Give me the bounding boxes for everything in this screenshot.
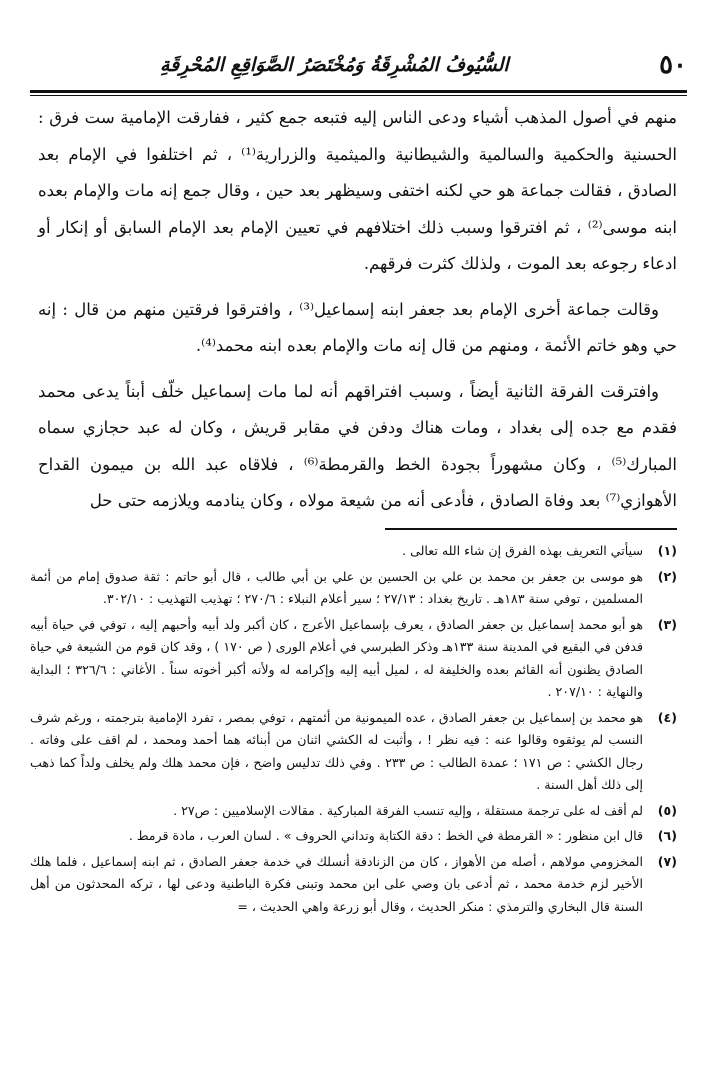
page-header	[30, 40, 687, 90]
paragraph: وقالت جماعة أخرى الإمام بعد جعفر ابنه إسماعيل⁽³⁾ ، وافترقوا فرقتين منهم من قال : إنه حي وهو خاتم الأئمة ، ومنهم من قال إنه مات والإمام بعده ابنه محمد⁽⁴⁾.	[38, 299, 677, 355]
footnote-mark: (١)	[657, 543, 677, 558]
footnote-text: هو أبو محمد إسماعيل بن جعفر الصادق ، يعرف بإسماعيل الأعرج ، كان أكبر ولد أبيه وأحبهم إليه ، توفي في حياة أبيه فدفن في البقيع في المدينة سنة ١٣٣هـ وذكر الطبرسي في أعلام الورى ( ص ١٧٠ ) ، وقد كان قوم من الشيعة في حياة الصادق يظنون أنه القائم بعده والخليفة له ، لميل أبيه إليه وإكرامه له ولأنه أكبر أخوته سناً . الأغاني : ٣٢٦/٦ ؛ البداية والنهاية : ٢٠٧/١٠ .	[30, 616, 644, 699]
footnote-mark: (٥)	[657, 802, 677, 818]
footnote-text: المخزومي مولاهم ، أصله من الأهواز ، كان من الزنادقة أنسلك في خدمة جعفر الصادق ، ثم ابنه إسماعيل ، فلما هلك الأخير لزم خدمة محمد ، ثم أدعى بان وصي على ابن محمد وتبنى فكرة الباطنية ودعى لها ، تركه المحدثون من أهل السنة قال البخاري والترمذي : منكر الحديث ، وقال أبو زرعة واهي الحديث ، =	[30, 853, 643, 914]
footnote-mark: (٤)	[657, 709, 677, 725]
footnote-text: قال ابن منظور : « القرمطة في الخط : دقة الكتابة وتداني الحروف » . لسان العرب ، مادة قرمط .	[128, 828, 643, 843]
footnote-mark: (٦)	[657, 828, 677, 843]
footnote-separator	[385, 528, 677, 530]
main-text	[38, 100, 677, 520]
header-rule	[30, 90, 687, 96]
footnote-text: هو محمد بن إسماعيل بن جعفر الصادق ، عده الميمونية من أئمتهم ، توفي بمصر ، تفرد الإمامية بترجمته ، ورغم شرف النسب لم يوثقوه وقالوا عنه : فيه نظر ! ، وأثبت له الكشي اثنان من أبنائه هما أحمد ومحمد ، لم اقف على وفاته . رجال الكشي : ص ١٧١ ؛ عمدة الطالب : ص ٢٣٣ . وفي ذلك تدليس واضح ، فإن محمد هلك ولم يخلف ولداً كما ذهب إلى ذلك أهل السنة .	[30, 709, 644, 792]
footnote-mark: (٣)	[657, 616, 677, 632]
footnote-text: هو موسى بن جعفر بن محمد بن علي بن الحسين بن علي بن أبي طالب ، قال أبو حاتم : ثقة صدوق إمام من أئمة المسلمين ، توفي سنة ١٨٣هـ . تاريخ بغداد : ٢٧/١٣ ؛ سير أعلام النبلاء : ٢٧٠/٦ ؛ تهذيب التهذيب : ٣٠٢/١٠.	[30, 568, 643, 606]
footnote-text: لم أقف له على ترجمة مستقلة ، وإليه تنسب الفرقة المباركية . مقالات الإسلاميين : ص٢٧ .	[173, 802, 643, 818]
footnote	[30, 707, 677, 797]
footnote	[30, 566, 677, 611]
paragraph: منهم في أصول المذهب أشياء ودعى الناس إليه فتبعه جمع كثير ، ففارقت الإمامية ست فرق : الحسنية والحكمية والسالمية والشيطانية والميثمية والزرارية⁽¹⁾ ، ثم اختلفوا في الإمام بعد الصادق ، فقالت جماعة هو حي لكنه اختفى وسيظهر بعد حين ، وقال جمع إنه مات والإمام بعده ابنه موسى⁽²⁾ ، ثم افترقوا وسبب ذلك اختلافهم في تعيين الإمام بعد الإمام السابق أو إنكار أو ادعاء رجوعه بعد الموت ، ولذلك كثرت فرقهم.	[38, 108, 678, 273]
footnote	[30, 800, 677, 823]
running-title: السُّيُوفُ المُشْرِقَةُ وَمُخْتَصَرُ الصَّوَاقِعِ المُحْرِقَةِ	[160, 54, 509, 76]
footnote-mark: (٧)	[657, 853, 677, 869]
paragraph: وافترقت الفرقة الثانية أيضاً ، وسبب افتراقهم أنه لما مات إسماعيل خلّف أبناً يدعى محمد فقدم مع جده إلى بغداد ، ومات هناك ودفن في مقابر قريش ، وكان له عبد حجازي سماه المبارك⁽⁵⁾ ، وكان مشهوراً بجودة الخط والقرمطة⁽⁶⁾ ، فلاقاه عبد الله بن ميمون القداح الأهوازي⁽⁷⁾ بعد وفاة الصادق ، فأدعى أنه من شيعة مولاه ، وكان ينادمه ويلازمه حتى حل	[38, 381, 678, 510]
footnote	[30, 851, 677, 919]
footnote	[30, 540, 677, 563]
footnote	[30, 825, 677, 848]
footnote-mark: (٢)	[657, 568, 677, 584]
page-number: ٥٠	[659, 50, 687, 80]
footnote	[30, 614, 677, 704]
footnote-text: سيأتي التعريف بهذه الفرق إن شاء الله تعالى .	[402, 543, 643, 558]
footnotes	[30, 540, 677, 921]
